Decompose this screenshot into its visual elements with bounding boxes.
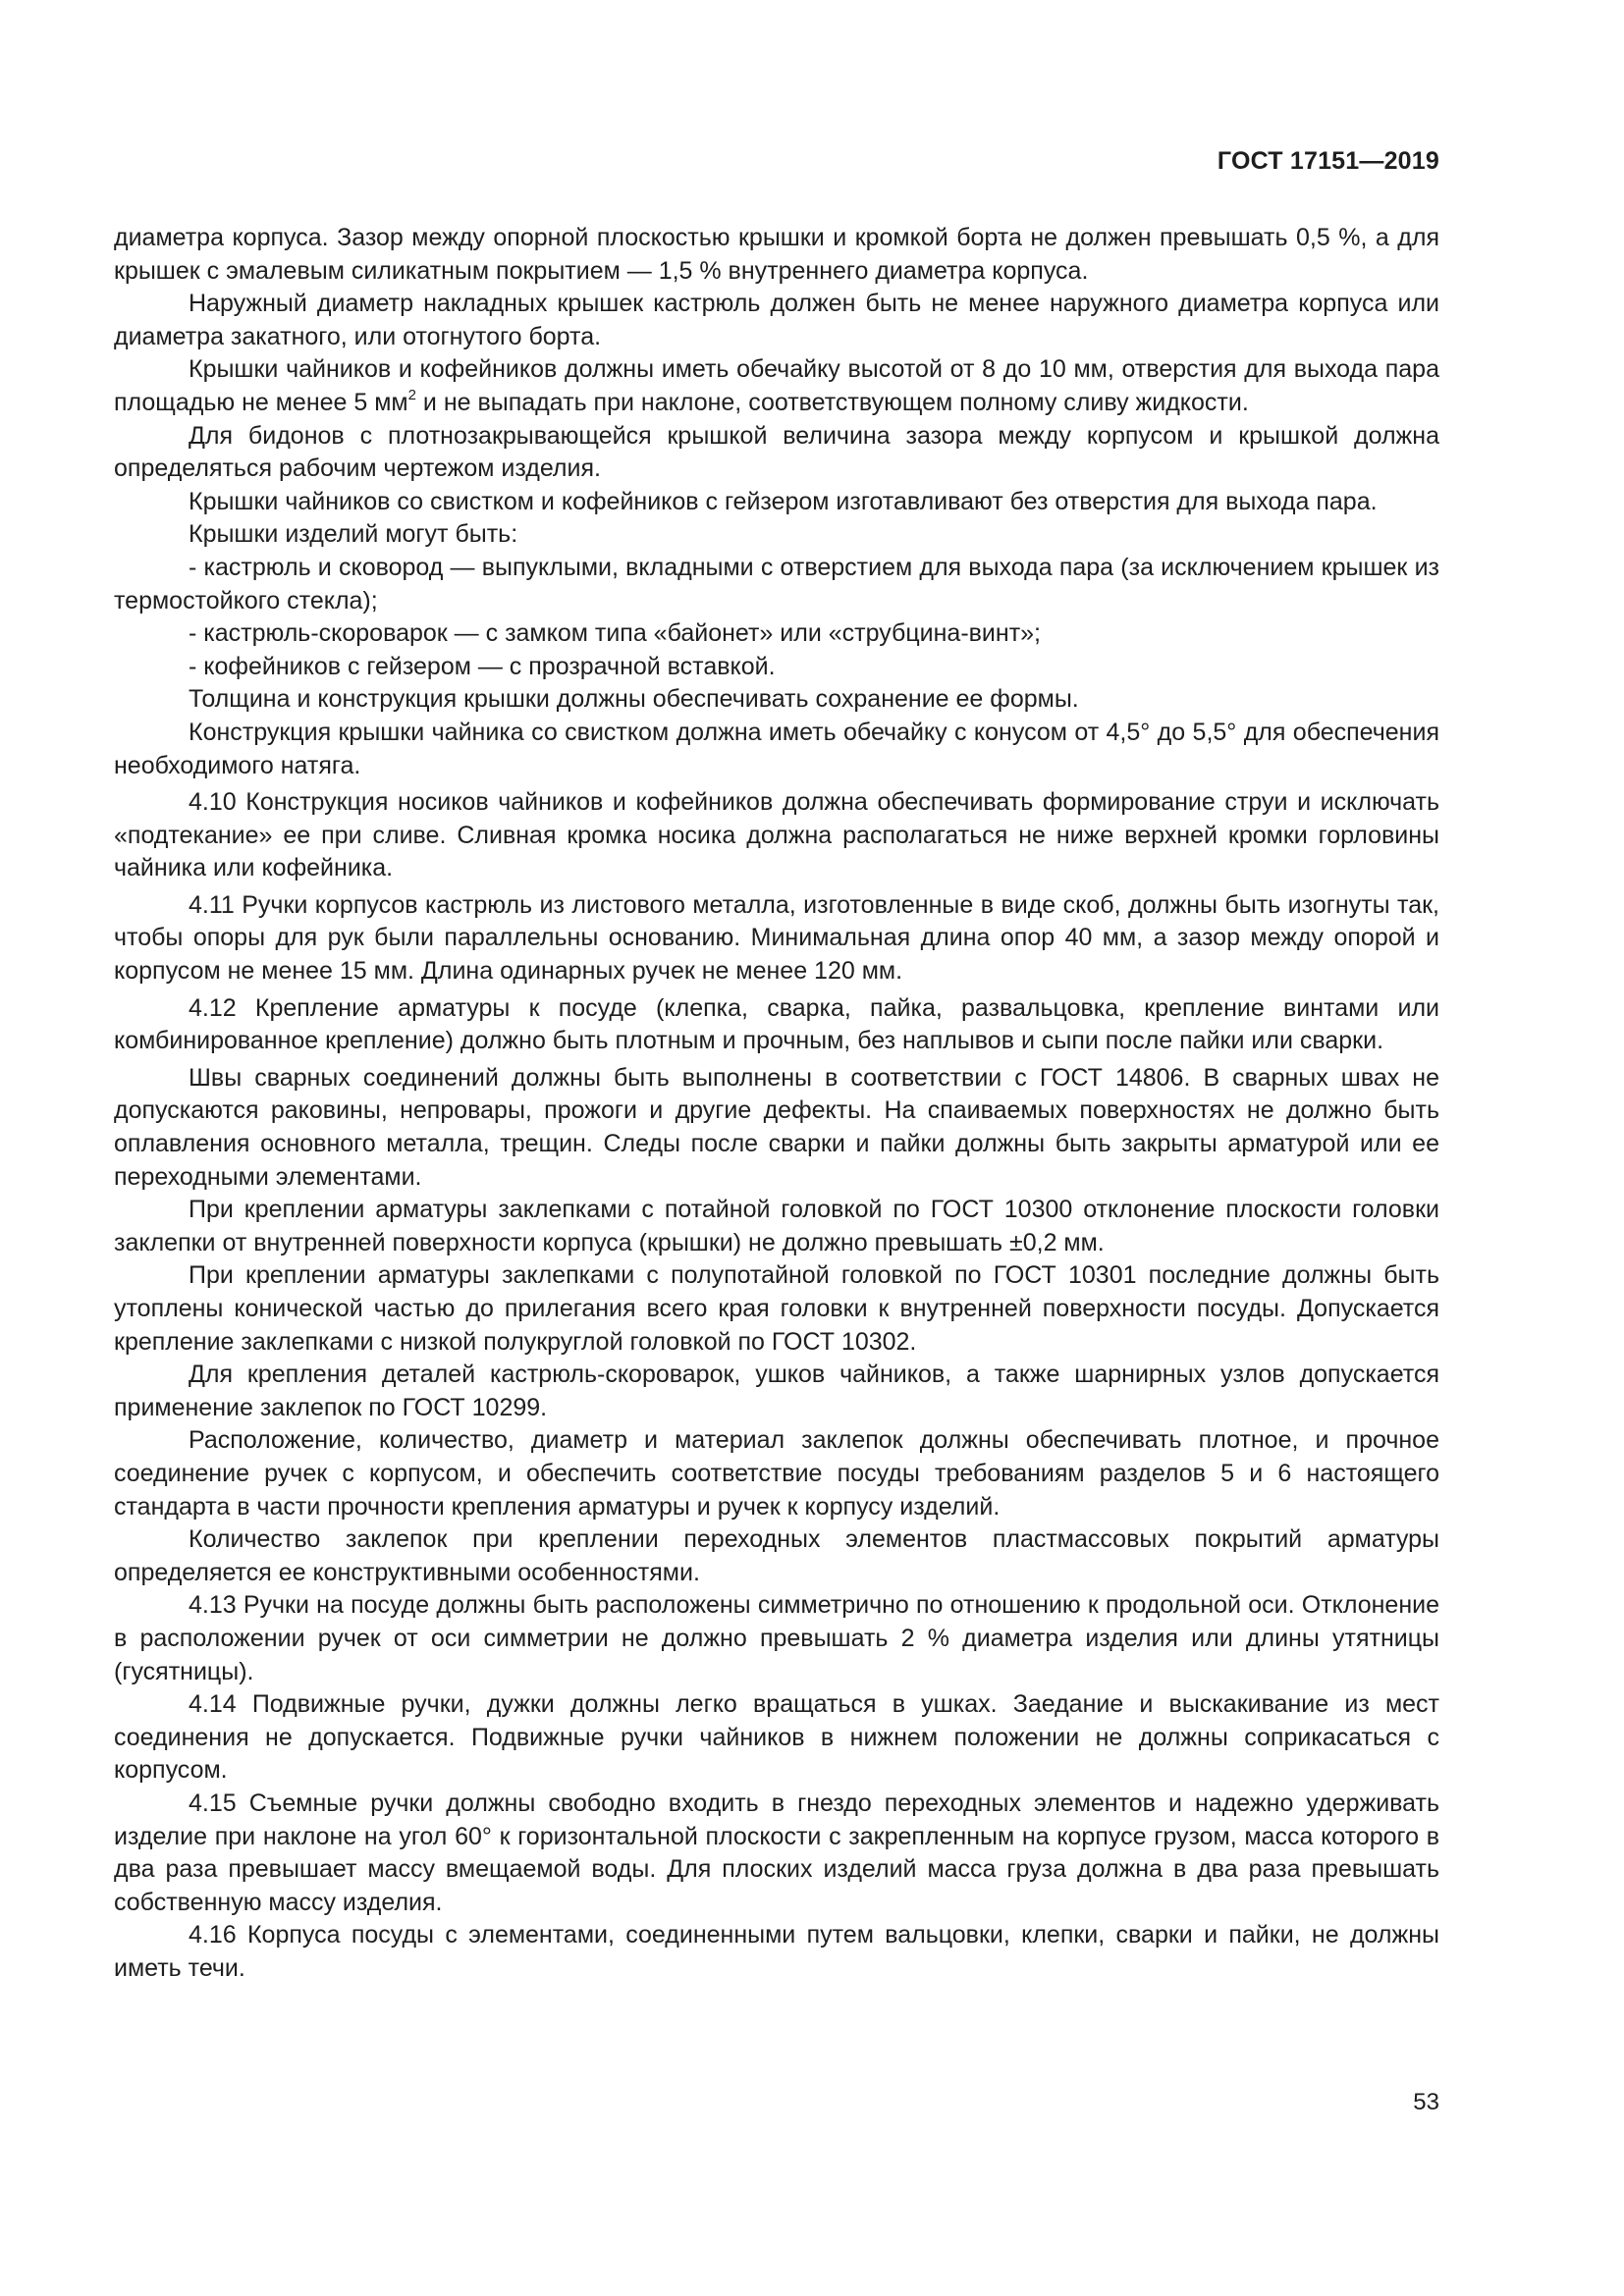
- superscript: 2: [407, 386, 416, 403]
- paragraph-text: Крышки чайников и кофейников должны иметь обечайку высотой от 8 до 10 мм, отверстия для выхода пара площадью не менее 5 мм: [114, 355, 1439, 416]
- paragraph: При креплении арматуры заклепками с потайной головкой по ГОСТ 10300 отклонение плоскости головки заклепки от внутренней поверхности корпуса (крышки) не должно превышать ±0,2 мм.: [114, 1196, 1439, 1256]
- paragraph: 4.12 Крепление арматуры к посуде (клепка, сварка, пайка, развальцовка, крепление винтами или комбинированное крепление) должно быть плотным и прочным, без наплывов и сыпи после пайки или сварки.: [114, 993, 1439, 1055]
- paragraph: Расположение, количество, диаметр и материал заклепок должны обеспечивать плотное, и прочное соединение ручек с корпусом, и обеспечить соответствие посуды требованиям разделов 5 и 6 настоящего стандарта в части прочности крепления арматуры и ручек к корпусу изделий.: [114, 1426, 1439, 1521]
- paragraph: Толщина и конструкция крышки должны обеспечивать сохранение ее формы.: [189, 685, 1079, 714]
- paragraph: Конструкция крышки чайника со свистком должна иметь обечайку с конусом от 4,5° до 5,5° для обеспечения необходимого натяга.: [114, 718, 1439, 779]
- paragraph-text: и не выпадать при наклоне, соответствующем полному сливу жидкости.: [422, 388, 1249, 416]
- paragraph: [114, 353, 1439, 419]
- paragraph: 4.10 Конструкция носиков чайников и кофейников должна обеспечивать формирование струи и исключать «подтекание» ее при сливе. Сливная кромка носика должна располагаться не ниже верхней кромки горловины чайника или кофейника.: [114, 788, 1439, 882]
- paragraph: диаметра корпуса. Зазор между опорной плоскостью крышки и кромкой борта не должен превышать 0,5 %, а для крышек с эмалевым силикатным покрытием — 1,5 % внутреннего диаметра корпуса.: [114, 224, 1439, 285]
- paragraph: 4.16 Корпуса посуды с элементами, соединенными путем вальцовки, клепки, сварки и пайки, не должны иметь течи.: [114, 1921, 1439, 1982]
- list-item: - кастрюль-скороварок — с замком типа «байонет» или «струбцина-винт»;: [189, 619, 1041, 648]
- paragraph: Для бидонов с плотнозакрывающейся крышкой величина зазора между корпусом и крышкой должна определяться рабочим чертежом изделия.: [114, 421, 1439, 483]
- paragraph: Швы сварных соединений должны быть выполнены в соответствии с ГОСТ 14806. В сварных швах не допускаются раковины, непровары, прожоги и другие дефекты. На спаиваемых поверхностях не должно быть оплавления основного металла, трещин. Следы после сварки и пайки должны быть закрыты арматурой или ее переходными элементами.: [114, 1063, 1439, 1191]
- page-number: 53: [1413, 2089, 1439, 2115]
- body-text: [114, 222, 1439, 1985]
- paragraph: Для крепления деталей кастрюль-скороварок, ушков чайников, а также шарнирных узлов допускается применение заклепок по ГОСТ 10299.: [114, 1361, 1439, 1421]
- paragraph: Крышки чайников со свистком и кофейников с гейзером изготавливают без отверстия для выхода пара.: [189, 487, 1378, 515]
- paragraph: При креплении арматуры заклепками с полупотайной головкой по ГОСТ 10301 последние должны быть утоплены конической частью до прилегания всего края головки к внутренней поверхности посуды. Допускается крепление заклепками с низкой полукруглой головкой по ГОСТ 10302.: [114, 1261, 1439, 1356]
- standard-code: ГОСТ 17151—2019: [1217, 147, 1439, 175]
- paragraph: Наружный диаметр накладных крышек кастрюль должен быть не менее наружного диаметра корпуса или диаметра закатного, или отогнутого борта.: [114, 290, 1439, 350]
- paragraph: Крышки изделий могут быть:: [189, 520, 518, 549]
- paragraph: Количество заклепок при креплении переходных элементов пластмассовых покрытий арматуры определяется ее конструктивными особенностями.: [114, 1525, 1439, 1586]
- list-item: - кофейников с гейзером — с прозрачной вставкой.: [189, 652, 776, 680]
- paragraph: 4.13 Ручки на посуде должны быть расположены симметрично по отношению к продольной оси. Отклонение в расположении ручек от оси симметрии не должно превышать 2 % диаметра изделия или длины утятницы (гусятницы).: [114, 1591, 1439, 1685]
- paragraph: 4.11 Ручки корпусов кастрюль из листового металла, изготовленные в виде скоб, должны быть изогнуты так, чтобы опоры для рук были параллельны основанию. Минимальная длина опор 40 мм, а зазор между опорой и корпусом не менее 15 мм. Длина одинарных ручек не менее 120 мм.: [114, 890, 1439, 986]
- list-item: - кастрюль и сковород — выпуклыми, вкладными с отверстием для выхода пара (за исключением крышек из термостойкого стекла);: [114, 553, 1439, 614]
- paragraph: 4.15 Съемные ручки должны свободно входить в гнездо переходных элементов и надежно удерживать изделие при наклоне на угол 60° к горизонтальной плоскости с закрепленным на корпусе грузом, масса которого в два раза превышает массу вмещаемой воды. Для плоских изделий масса груза должна в два раза превышать собственную массу изделия.: [114, 1789, 1439, 1916]
- paragraph: 4.14 Подвижные ручки, дужки должны легко вращаться в ушках. Заедание и выскакивание из мест соединения не допускается. Подвижные ручки чайников в нижнем положении не должны соприкасаться с корпусом.: [114, 1690, 1439, 1785]
